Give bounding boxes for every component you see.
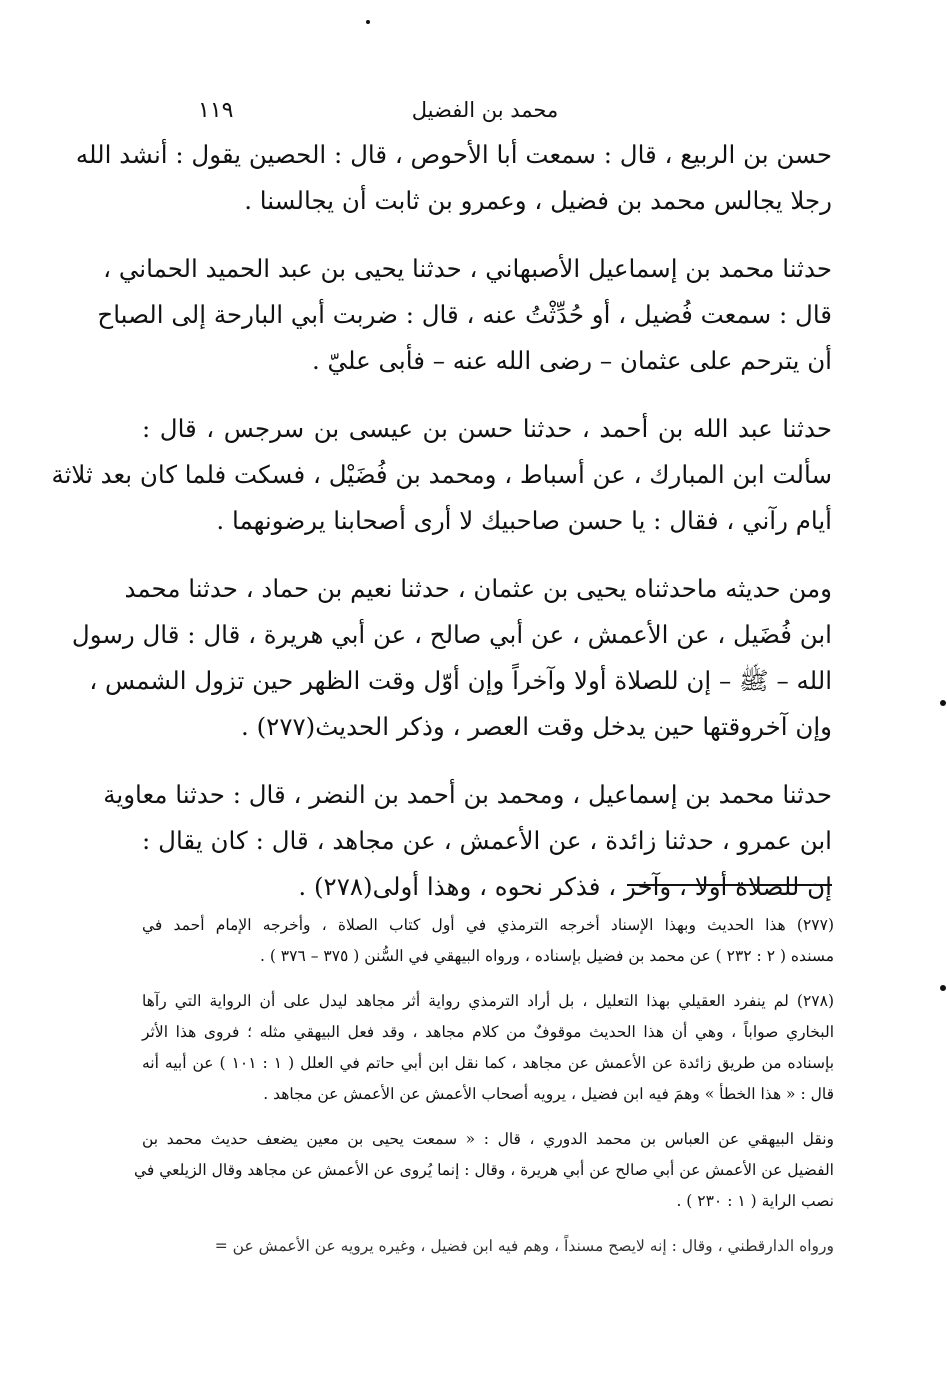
footnote [142,910,834,972]
footnote-line: ورواه الدارقطني ، وقال : إنه لايصح مسنداً ، وهم فيه ابن فضيل ، وغيره يرويه عن الأعمش عن = [214,1237,834,1255]
footnote-line: بإسناده من طريق زائدة عن الأعمش عن مجاهد ، كما نقل ابن أبي حاتم في العلل ( ١ : ١٠١ ) عن أبيه أنه [142,1054,835,1072]
footnote-line: قال : « هذا الخطأ » وهمَ فيه ابن فضيل ، يرويه أصحاب الأعمش عن الأعمش عن مجاهد . [263,1085,834,1103]
text-line: ابن عمرو ، حدثنا زائدة ، عن الأعمش ، عن مجاهد ، قال : كان يقال : [142,826,832,855]
text-line: الله – ﷺ – إن للصلاة أولا وآخراً وإن أوّل وقت الظهر حين تزول الشمس ، [89,666,832,695]
footnote-line: البخاري صواباً ، وهي أن هذا الحديث موقوفٌ من كلام مجاهد ، وقد فعل البيهقي مثله ؛ فروى هذا الأثر [142,1023,834,1041]
main-text [51,132,832,932]
paragraph [97,246,832,384]
paragraph [71,566,832,750]
footnote-line: مسنده ( ٢ : ٢٣٢ ) عن محمد بن فضيل بإسناده ، ورواه البيهقي في السُّنن ( ٣٧٥ – ٣٧٦ ) . [259,947,834,965]
text-line: حسن بن الربيع ، قال : سمعت أبا الأحوص ، قال : الحصين يقول : أنشد الله [75,140,832,169]
footnote-line: الفضيل عن الأعمش عن أبي صالح عن أبي هريرة ، وقال : إنما يُروى عن الأعمش عن مجاهد وقال الزيلعي في [133,1161,834,1179]
text-line: أن يترحم على عثمان – رضى الله عنه – فأبى عليّ . [311,346,832,375]
footnote-line: ونقل البيهقي عن العباس بن محمد الدوري ، قال : « سمعت يحيى بن معين يضعف حديث محمد بن [142,1130,834,1148]
scan-speck [366,20,370,24]
paragraph [51,406,832,544]
paragraph [75,132,832,224]
text-line: أيام رآني ، فقال : يا حسن صاحبيك لا أرى أصحابنا يرضونهما . [216,506,832,535]
footnotes [133,910,835,1276]
text-line: حدثنا عبد الله بن أحمد ، حدثنا حسن بن عيسى بن سرجس ، قال : [142,414,832,443]
margin-mark [940,985,946,991]
margin-mark [940,700,946,706]
text-line: رجلا يجالس محمد بن فضيل ، وعمرو بن ثابت أن يجالسنا . [244,186,832,215]
text-line: قال : سمعت فُضيل ، أو حُدِّثْتُ عنه ، قال : ضربت أبي البارحة إلى الصباح [97,300,832,329]
text-line: سألت ابن المبارك ، عن أسباط ، ومحمد بن فُضَيْل ، فسكت فلما كان بعد ثلاثة [51,460,832,489]
paragraph [103,772,832,910]
text-line: وإن آخروقتها حين يدخل وقت العصر ، وذكر الحديث(٢٧٧) . [241,712,832,741]
page-header [140,98,830,132]
footnote-line: (٢٧٨) لم ينفرد العقيلي بهذا التعليل ، بل أراد الترمذي رواية أثر مجاهد ليدل على أن الرواية التي رآها [142,992,834,1010]
footnote [133,1124,834,1217]
footnote [142,986,834,1110]
running-title: محمد بن الفضيل [411,98,559,122]
footnote [142,1231,834,1262]
text-line: ومن حديثه ماحدثناه يحيى بن عثمان ، حدثنا نعيم بن حماد ، حدثنا محمد [124,574,832,603]
page-number: ١١٩ [198,98,234,123]
footnote-line: (٢٧٧) هذا الحديث وبهذا الإسناد أخرجه الترمذي في أول كتاب الصلاة ، وأخرجه الإمام أحمد في [142,916,834,934]
text-line: حدثنا محمد بن إسماعيل الأصبهاني ، حدثنا يحيى بن عبد الحميد الحماني ، [103,254,832,283]
footnote-line: نصب الراية ( ١ : ٢٣٠ ) . [676,1192,834,1210]
text-line: ابن فُضَيل ، عن الأعمش ، عن أبي صالح ، عن أبي هريرة ، قال : قال رسول [71,620,832,649]
footnote-divider [627,884,832,886]
text-line: حدثنا محمد بن إسماعيل ، ومحمد بن أحمد بن النضر ، قال : حدثنا معاوية [103,780,832,809]
text-line: إن للصلاة أولا ، وآخر ، فذكر نحوه ، وهذا أولى(٢٧٨) . [298,872,832,901]
